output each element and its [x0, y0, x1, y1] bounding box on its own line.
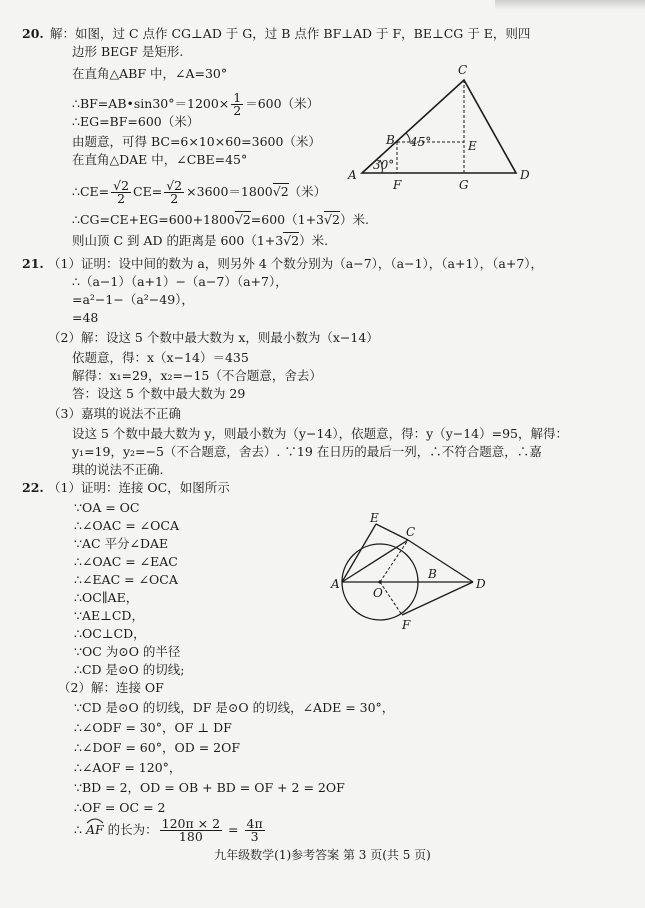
answer-line: y₁=19，y₂=−5（不合题意，舍去）. ∵19 在日历的最后一列，∴不符合题意，∴嘉: [72, 444, 542, 459]
answer-line: 在直角△ABF 中，∠A=30°: [72, 66, 228, 81]
line-ac: [342, 540, 408, 582]
fraction: $\frac{120\pi \times 2}{180}$: [161, 816, 221, 844]
tangent-df: [402, 582, 473, 615]
answer-line: （2）解：连接 OF: [58, 680, 164, 695]
question-number: 22.: [22, 480, 44, 495]
fig1-label: E: [468, 139, 477, 153]
radical: √2: [283, 233, 300, 248]
answer-line: （1）证明：连接 OC，如图所示: [48, 480, 230, 495]
answer-line: 由题意，可得 BC=6×10×60=3600（米）: [72, 134, 321, 149]
answer-line: （1）证明：设中间的数为 a，则另外 4 个数分别为（a−7），（a−1），（a+1），（a+7），: [48, 256, 544, 271]
proof-line: ∵OA = OC: [74, 500, 140, 515]
question-number: 21.: [22, 256, 44, 271]
line-ec: [376, 524, 408, 540]
proof-line: ∵AE⊥CD，: [74, 608, 144, 623]
circle-figure: [330, 512, 490, 642]
fig1-label: C: [458, 63, 468, 77]
answer-line: ∴BF=AB•sin30°＝1200× $\frac{1}{2}$ ＝600（米）: [72, 90, 320, 118]
answer-line: ∴CE= $\frac{√2}{2}$ CE= $\frac{√2}{2}$ ×3600＝1800√2（米）: [72, 178, 327, 206]
answer-line: 解：如图，过 C 点作 CG⊥AD 于 G，过 B 点作 BF⊥AD 于 F，BE⊥CG 于 E，则四: [50, 26, 531, 41]
proof-line: ∴CD 是⊙O 的切线;: [74, 662, 185, 677]
fig2-label: E: [370, 511, 379, 525]
answer-line: 则山顶 C 到 AD 的距离是 600（1+3√2）米.: [72, 233, 329, 248]
answer-line: ∴（a−1）（a+1）−（a−7）（a+7），: [72, 274, 288, 289]
fig1-label: B: [386, 133, 395, 147]
proof-line: ∴∠OAC = ∠OCA: [74, 518, 179, 533]
fraction: $\frac{4\pi}{3}$: [246, 816, 263, 844]
answer-line: ∴EG=BF=600（米）: [72, 114, 200, 129]
fig2-label: B: [428, 567, 437, 581]
proof-line: ∵BD = 2，OD = OB + BD = OF + 2 = 2OF: [74, 780, 345, 795]
answer-line: 边形 BEGF 是矩形.: [72, 44, 184, 59]
proof-line: ∴OC∥AE，: [74, 590, 139, 605]
radical: √2: [234, 212, 251, 227]
fig1-label: A: [348, 168, 357, 182]
fig2-label: O: [373, 586, 383, 600]
arc-mark-icon: [86, 816, 104, 824]
answer-line: 设这 5 个数中最大数为 y，则最小数为（y−14），依题意，得：y（y−14）=95，解得：: [72, 426, 569, 441]
answer-line: 琪的说法不正确.: [72, 462, 164, 477]
answer-line: 依题意，得：x（x−14）＝435: [72, 350, 249, 365]
proof-line: ∴∠AOF = 120°，: [74, 760, 182, 775]
fig2-label: C: [406, 525, 416, 539]
answer-line: =48: [72, 310, 99, 325]
arc-symbol: AF: [86, 822, 104, 838]
fig1-label: 45°: [410, 135, 432, 149]
page-footer: 九年级数学(1)参考答案 第 3 页(共 5 页): [214, 848, 431, 862]
fig1-label: 30°: [373, 158, 395, 172]
fig1-label: F: [393, 178, 402, 192]
proof-line: ∵OC 为⊙O 的半径: [74, 644, 181, 659]
fig2-label: A: [331, 577, 340, 591]
proof-line: ∴OC⊥CD，: [74, 626, 146, 641]
radius-of: [380, 582, 402, 615]
line-ae: [342, 524, 376, 582]
proof-line: ∴∠EAC = ∠OCA: [74, 572, 178, 587]
answer-line: ∴CG=CE+EG=600+1800√2=600（1+3√2）米.: [72, 212, 369, 227]
fraction: $\frac{√2}{2}$: [113, 178, 130, 206]
proof-line: ∵AC 平分∠DAE: [74, 536, 169, 551]
fig1-label: G: [459, 178, 469, 192]
radical: √2: [272, 184, 289, 199]
fraction: $\frac{√2}{2}$: [166, 178, 183, 206]
proof-line: ∴OF = OC = 2: [74, 800, 166, 815]
proof-line: ∵CD 是⊙O 的切线，DF 是⊙O 的切线，∠ADE = 30°，: [74, 700, 395, 715]
question-number: 20.: [22, 26, 44, 41]
fraction: $\frac{1}{2}$: [233, 90, 242, 118]
answer-line: 解得：x₁=29，x₂=−15（不合题意，舍去）: [72, 368, 322, 383]
fig1-label: D: [520, 168, 530, 182]
answer-line: （3）嘉琪的说法不正确: [48, 406, 181, 421]
fig2-label: F: [402, 618, 411, 632]
answer-line: 答：设这 5 个数中最大数为 29: [72, 386, 246, 401]
center-point: [378, 580, 381, 583]
triangle-figure: [340, 62, 540, 197]
radical: √2: [324, 212, 340, 227]
answer-line: =a²−1−（a²−49），: [72, 292, 194, 307]
proof-line: ∴∠DOF = 60°，OD = 2OF: [74, 740, 241, 755]
answer-line: 在直角△DAE 中，∠CBE=45°: [72, 152, 248, 167]
answer-line: （2）解：设这 5 个数中最大数为 x，则最小数为（x−14）: [48, 330, 379, 345]
scan-shadow: [495, 0, 645, 10]
proof-line: ∴∠ODF = 30°，OF ⊥ DF: [74, 720, 232, 735]
proof-line: ∴∠OAC = ∠EAC: [74, 554, 178, 569]
proof-line: ∴ AF 的长为： $\frac{120\pi \times 2}{180}$ = $\frac{4\pi}{3}$: [74, 816, 263, 844]
fig2-label: D: [476, 577, 486, 591]
